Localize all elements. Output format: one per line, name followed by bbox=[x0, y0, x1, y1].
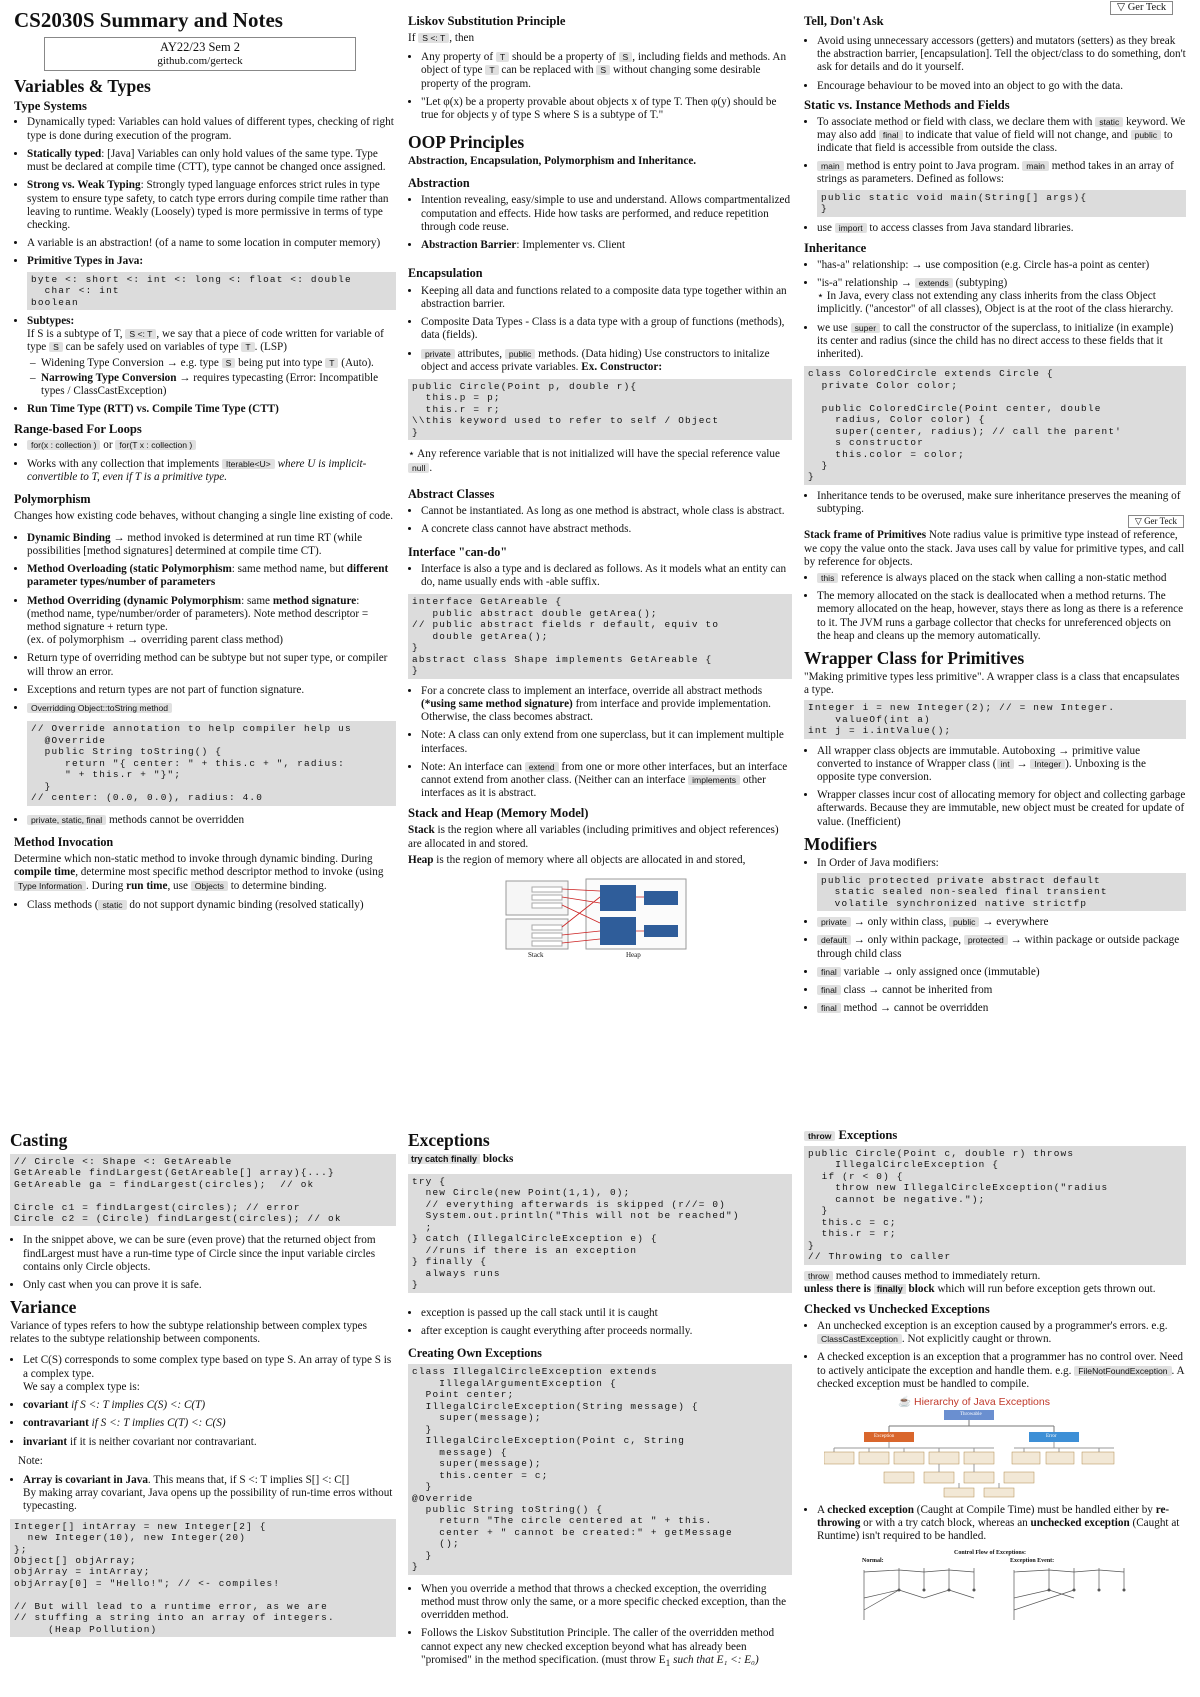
list-item: • Strong vs. Weak Typing: Strongly typed language enforces strict rules in type system to ensure type safety, to catch type errors during compile time rather than leaving to runtime. Weakly (Loosely) typed is more permissive in terms of type checking. bbox=[27, 179, 396, 232]
list-item: • Dynamic Binding → method invoked is determined at run time RT (while possibilities [method signatures] determined at compile time CT). bbox=[27, 532, 396, 558]
polymorphism-list bbox=[14, 532, 396, 827]
list-item: • Overridding Object::toString method // Override annotation to help compiler help us @Override public String toString() { return "{ center: " + this.c + ", radius: " + this.r + "}"; } // center: (0.0, 0.0), radius: 4.0 bbox=[27, 702, 396, 806]
list-item: • after exception is caught everything after proceeds normally. bbox=[421, 1325, 792, 1338]
throw-text: throw method causes method to immediately return. unless there is finally block which will run before exception gets thrown out. bbox=[804, 1269, 1156, 1295]
code-block: class ColoredCircle extends Circle { private Color color; public ColoredCircle(Point center, double radius, Color color) { super(center, radius); // call the parent' s constructor this.color = color; } } bbox=[804, 366, 1186, 485]
oop-subtitle: Abstraction, Encapsulation, Polymorphism and Inheritance. bbox=[408, 154, 697, 167]
heading-wrapper: Wrapper Class for Primitives bbox=[804, 648, 1025, 669]
column-6 bbox=[804, 1108, 1186, 1630]
tda-list bbox=[804, 35, 1186, 93]
wrapper-list bbox=[804, 745, 1186, 829]
encapsulation-list bbox=[408, 285, 792, 374]
lsp-list bbox=[408, 51, 792, 122]
hierarchy-root: Throwable bbox=[960, 1411, 982, 1417]
list-item: • this reference is always placed on the stack when calling a non-static method bbox=[817, 572, 1186, 585]
list-item: • Primitive Types in Java: byte <: short <: int <: long <: float <: double char <: int boolean bbox=[27, 255, 396, 310]
tcf-line: try catch finally blocks bbox=[408, 1153, 792, 1166]
list-item: • A variable is an abstraction! (of a name to some location in computer memory) bbox=[27, 237, 396, 250]
list-item: • All wrapper class objects are immutable. Autoboxing → primitive value converted to instance of Wrapper class ( int → Integer ). Unboxing is the opposite type conversion. bbox=[817, 745, 1186, 785]
subtitle-box bbox=[44, 37, 356, 71]
list-item: • Array is covariant in Java. This means that, if S <: T implies S[] <: C[] By making array covariant, Java opens up the possibility of run-time erros without typecasting. bbox=[23, 1474, 396, 1514]
list-item: • "is-a" relationship → extends (subtyping) ⋆ In Java, every class not extending any class inherits from the class Object implicitly. ("ancestor" of all classes), Object is at the root of the class hierarchy. bbox=[817, 277, 1186, 317]
list-item: • Dynamically typed: Variables can hold values of different types, checking of right type is done during execution of the program. bbox=[27, 116, 396, 142]
column-5 bbox=[408, 1108, 792, 1675]
heading-encapsulation: Encapsulation bbox=[408, 266, 483, 281]
github-link[interactable]: github.com/gerteck bbox=[157, 54, 243, 67]
code-block: byte <: short <: int <: long <: float <: double char <: int boolean bbox=[27, 272, 396, 310]
code-block: public static void main(String[] args){ } bbox=[817, 190, 1186, 217]
list-item: • Only cast when you can prove it is safe. bbox=[23, 1279, 396, 1292]
control-flow-figure bbox=[844, 1550, 1144, 1630]
heading-inheritance: Inheritance bbox=[804, 240, 867, 255]
heading-range-for: Range-based For Loops bbox=[14, 421, 142, 436]
heading-abstraction: Abstraction bbox=[408, 176, 470, 191]
list-item: • An unchecked exception is an exception caused by a programmer's errors. e.g. ClassCastException . Not explicitly caught or thrown. bbox=[817, 1320, 1186, 1346]
list-item: • invariant if it is neither covariant nor contravariant. bbox=[23, 1436, 396, 1449]
list-item: • private, static, final methods cannot be overridden bbox=[27, 814, 396, 827]
hierarchy-error: Error bbox=[1046, 1433, 1057, 1439]
list-item: • for(x : collection ) or for(T x : collection ) bbox=[27, 439, 396, 452]
stack-text: Stack is the region where all variables (including primitives and object references) are allocated in and stored. bbox=[408, 824, 779, 850]
list-item: • Exceptions and return types are not part of function signature. bbox=[27, 684, 396, 697]
polymorphism-intro: Changes how existing code behaves, without changing a single line existing of code. bbox=[14, 510, 394, 523]
tag-icon: ▽ bbox=[1117, 2, 1128, 13]
column-4 bbox=[10, 1108, 396, 1642]
inheritance-note bbox=[804, 490, 1186, 516]
code-block: Integer[] intArray = new Integer[2] { new Integer(10), new Integer(20) }; Object[] objArray; objArray = intArray; objArray[0] = "Hello!"; // <- compiles! // But will lead to a runtime error, as we are // stuffing a string into an array of integers. (Heap Pollution) bbox=[10, 1519, 396, 1638]
list-item: • covariant if S <: T implies C(S) <: C(T) bbox=[23, 1399, 396, 1412]
list-item: • In Order of Java modifiers: public protected private abstract default static sealed non-sealed final transient volatile synchronized native strictfp bbox=[817, 857, 1186, 912]
list-item: – Narrowing Type Conversion → requires typecasting (Error: Incompatible types / ClassCastException) bbox=[41, 372, 396, 398]
list-item: • Follows the Liskov Substitution Principle. The caller of the overridden method cannot expect any new checked exception beyond what has already been "promised" in the method specification. (must throw $E_1$ such that E₁ <: E₀) bbox=[421, 1627, 792, 1670]
interface-notes-list bbox=[408, 685, 792, 801]
list-item: • Inheritance tends to be overused, make sure inheritance preserves the meaning of subtyping. bbox=[817, 490, 1186, 516]
heading-modifiers: Modifiers bbox=[804, 833, 877, 854]
list-item: • A checked exception is an exception that a programmer has no control over. Need to actively anticipate the exception and handle them. e.g. FileNotFoundException . A checked exception must be handled to compile. bbox=[817, 1351, 1186, 1391]
list-item: • The memory allocated on the stack is deallocated when a method returns. The memory allocated on the heap, however, stays there as long as there is a reference to it. The JVM runs a garbage collector that checks for unreferenced objects on the heap and cleans up the memory automatically. bbox=[817, 590, 1186, 643]
list-item: • Any property of T should be a property of S , including fields and methods. An object of type T can be replaced with S without changing some desirable property of the program. bbox=[421, 51, 792, 91]
semester: AY22/23 Sem 2 bbox=[159, 39, 241, 54]
list-item: • final class → cannot be inherited from bbox=[817, 984, 1186, 997]
heading-throw-exceptions: throw Exceptions bbox=[804, 1128, 1186, 1143]
stack-heap-diagram bbox=[504, 877, 694, 951]
list-item: • contravariant if S <: T implies C(T) <: C(S) bbox=[23, 1417, 396, 1430]
inheritance-list bbox=[804, 259, 1186, 362]
list-item: • For a concrete class to implement an interface, override all abstract methods (*using same method signature) from interface and provide implementation. Otherwise, the class becomes abstract. bbox=[421, 685, 792, 725]
heading-interface: Interface "can-do" bbox=[408, 544, 508, 559]
java-icon: ☕ bbox=[898, 1395, 912, 1408]
list-item: • Encourage behaviour to be moved into an object to go with the data. bbox=[817, 80, 1186, 93]
range-for-list bbox=[14, 439, 396, 484]
flow-title: Control Flow of Exceptions: bbox=[954, 1549, 1027, 1556]
list-item: • Avoid using unnecessary accessors (getters) and mutators (setters) as they break the abstraction barrier, [encapsulation]. Tell the object/class to do something, don't ask for details and do it yourself. bbox=[817, 35, 1186, 75]
override-list bbox=[408, 1583, 792, 1670]
list-item: • we use super to call the constructor of the superclass, to initialize (in example) its center and radius (since the child has no direct access to these fields that it inherited). bbox=[817, 322, 1186, 362]
list-item: • final variable → only assigned once (immutable) bbox=[817, 966, 1186, 979]
heading-abstract-classes: Abstract Classes bbox=[408, 486, 495, 501]
code-block: try { new Circle(new Point(1,1), 0); // everything afterwards is skipped (r//= 0) System.out.println("This will not be reached") ; } catch (IllegalCircleException e) { //runs if there is an exception } finally { always runs } bbox=[408, 1174, 792, 1293]
list-item: – Widening Type Conversion → e.g. type S being put into type T (Auto). bbox=[41, 357, 396, 370]
list-item: • Method Overloading (static Polymorphism: same method name, but different parameter types/number of parameters bbox=[27, 563, 396, 589]
author-tag: ▽ Ger Teck bbox=[1110, 1, 1173, 15]
heading-stack-heap: Stack and Heap (Memory Model) bbox=[408, 806, 589, 821]
list-item: • final method → cannot be overridden bbox=[817, 1002, 1186, 1015]
list-item: • default → only within package, protected → within package or outside package through child class bbox=[817, 934, 1186, 960]
flow-exception-label: Exception Event: bbox=[1010, 1557, 1055, 1564]
heading-static-instance: Static vs. Instance Methods and Fields bbox=[804, 97, 1010, 112]
list-item: • main method is entry point to Java program. main method takes in an array of strings as parameters. Defined as follows: public static void main(String[] args){ } bbox=[817, 160, 1186, 216]
list-item: • Return type of overriding method can be subtype but not super type, or compiler will throw an error. bbox=[27, 652, 396, 678]
stack-frame-text: Stack frame of Primitives Note radius value is primitive type instead of reference, we copy the value onto the stack. Java uses call by value for primitive types, and call by reference for objects. bbox=[804, 529, 1185, 568]
casting-list bbox=[10, 1234, 396, 1292]
flow-normal-label: Normal: bbox=[862, 1557, 884, 1564]
interface-list bbox=[408, 563, 792, 589]
list-item: • exception is passed up the call stack until it is caught bbox=[421, 1307, 792, 1320]
heading-tell-dont-ask: Tell, Don't Ask bbox=[804, 14, 884, 28]
heading-type-systems: Type Systems bbox=[14, 98, 87, 113]
heading-polymorphism: Polymorphism bbox=[14, 492, 91, 507]
heading-exceptions: Exceptions bbox=[408, 1130, 490, 1150]
list-item: • Let C(S) corresponds to some complex type based on type S. An array of type S is a complex type. We say a complex type is: bbox=[23, 1354, 396, 1394]
list-item: • Composite Data Types - Class is a data type with a group of functions (methods), data (fields). bbox=[421, 316, 792, 342]
heading-lsp: Liskov Substitution Principle bbox=[408, 14, 566, 28]
list-item: • To associate method or field with class, we declare them with static keyword. We may also add final to indicate that value of field will not change, and public to indicate that field is accessible from outside the class. bbox=[817, 116, 1186, 156]
hierarchy-diagram bbox=[824, 1408, 1124, 1498]
list-item: • "Let φ(x) be a property provable about objects x of type T. Then φ(y) should be true for objects y of type S where S is a subtype of T." bbox=[421, 96, 792, 122]
hierarchy-title: ☕ Hierarchy of Java Exceptions bbox=[898, 1395, 1050, 1408]
type-systems-list bbox=[14, 116, 396, 416]
class-methods-list bbox=[14, 899, 396, 912]
code-block: public Circle(Point c, double r) throws IllegalCircleException { if (r < 0) { throw new IllegalCircleException("radius cannot be negative."); } this.c = c; this.r = r; } // Throwing to caller bbox=[804, 1146, 1186, 1265]
list-item: • Run Time Type (RTT) vs. Compile Time Type (CTT) bbox=[27, 403, 396, 416]
code-block: Integer i = new Integer(2); // = new Integer. valueOf(int a) int j = i.intValue(); bbox=[804, 700, 1186, 738]
control-flow-diagram bbox=[844, 1550, 1144, 1630]
exception-hierarchy-figure bbox=[824, 1396, 1124, 1500]
list-item: • private attributes, public methods. (Data hiding) Use constructors to initalize object and access private variables. Ex. Constructor: bbox=[421, 348, 792, 374]
list-item: • In the snippet above, we can be sure (even prove) that the returned object from findLargest must have a run-time type of Circle since the input variable circles contains only Circle objects. bbox=[23, 1234, 396, 1274]
checked-note-list bbox=[804, 1504, 1186, 1544]
list-item: • "has-a" relationship: → use composition (e.g. Circle has-a point as center) bbox=[817, 259, 1186, 272]
code-block: // Override annotation to help compiler help us @Override public String toString() { return "{ center: " + this.c + ", radius: " + this.r + "}"; } // center: (0.0, 0.0), radius: 4.0 bbox=[27, 721, 396, 805]
list-item: • Note: An interface can extend from one or more other interfaces, but an interface cannot extend from another class. (Neither can an interface implements other interfaces as it is abstract. bbox=[421, 761, 792, 801]
modifiers-list bbox=[804, 857, 1186, 1016]
heading-variance: Variance bbox=[10, 1297, 77, 1318]
list-item: • A checked exception (Caught at Compile Time) must be handled either by re-throwing or with a try catch block, whereas an unchecked exception (Caught at Runtime) isn't required to be handled. bbox=[817, 1504, 1186, 1544]
heap-label: Heap bbox=[626, 950, 641, 959]
list-item: • Interface is also a type and is declared as follows. As it models what an entity can do, name usually ends with -able suffix. bbox=[421, 563, 792, 589]
list-item: • Wrapper classes incur cost of allocating memory for object and collecting garbage afterwards. Because they are immutable, new object must be created for update of value. (Inefficient) bbox=[817, 789, 1186, 829]
code-block: interface GetAreable { public abstract double getArea(); // public abstract fields r default, equiv to double getArea(); } abstract class Shape implements GetAreable { } bbox=[408, 594, 792, 678]
heading-checked-unchecked: Checked vs Unchecked Exceptions bbox=[804, 1301, 990, 1316]
list-item: • A concrete class cannot have abstract methods. bbox=[421, 523, 792, 536]
list-item: • Cannot be instantiated. As long as one method is abstract, whole class is abstract. bbox=[421, 505, 792, 518]
column-1 bbox=[14, 8, 396, 917]
list-item: • Works with any collection that implements Iterable<U> where U is implicit-convertible to T, even if T is a primitive type. bbox=[27, 458, 396, 484]
abstraction-list bbox=[408, 194, 792, 252]
column-2 bbox=[408, 8, 792, 961]
hierarchy-exception: Exception bbox=[874, 1433, 895, 1439]
variance-intro: Variance of types refers to how the subtype relationship between complex types relates to the subtype relationship between components. bbox=[10, 1319, 367, 1346]
list-item: • Keeping all data and functions related to a composite data type together within an abstraction barrier. bbox=[421, 285, 792, 311]
author-tag-2: ▽ Ger Teck bbox=[1128, 515, 1184, 528]
heading-method-invocation: Method Invocation bbox=[14, 834, 114, 849]
heading-variables-types: Variables & Types bbox=[14, 75, 151, 96]
heading-oop: OOP Principles bbox=[408, 132, 525, 153]
code-block: public Circle(Point p, double r){ this.p = p; this.r = r; \\this keyword used to refer to self / Object } bbox=[408, 379, 792, 440]
stack-label: Stack bbox=[528, 950, 544, 959]
stack-heap-figure bbox=[504, 877, 694, 961]
heading-own-exceptions: Creating Own Exceptions bbox=[408, 1345, 542, 1360]
static-list bbox=[804, 116, 1186, 235]
list-item: • Note: A class can only extend from one superclass, but it can implement multiple interfaces. bbox=[421, 729, 792, 755]
wrapper-intro: "Making primitive types less primitive". A wrapper class is a class that encapsulates a type. bbox=[804, 670, 1180, 696]
lsp-if: If S <: T , then bbox=[408, 31, 475, 44]
column-3 bbox=[804, 8, 1186, 1020]
array-list bbox=[10, 1474, 396, 1514]
code-block: // Circle <: Shape <: GetAreable GetAreable findLargest(GetAreable[] array){...} GetAreable ga = findLargest(circles); // ok Circle c1 = findLargest(circles); // error Circle c2 = (Circle) findLargest(circles); // ok bbox=[10, 1154, 396, 1227]
checked-list bbox=[804, 1320, 1186, 1391]
list-item: • use import to access classes from Java standard libraries. bbox=[817, 222, 1186, 235]
code-block: class IllegalCircleException extends IllegalArgumentException { Point center; IllegalCircleException(String message) { super(message); } IllegalCircleException(Point c, String message) { super(message); this.center = c; } @Override public String toString() { return "The circle centered at " + this. center + " cannot be created:" + getMessage (); } } bbox=[408, 1364, 792, 1574]
variance-list bbox=[10, 1354, 396, 1448]
list-item: • Statically typed: [Java] Variables can only hold values of the same type. Type must be declared at compile time (CTT), type cannot be changed once assigned. bbox=[27, 148, 396, 174]
list-item: • Class methods ( static do not support dynamic binding (resolved statically) bbox=[27, 899, 396, 912]
code-block: public protected private abstract default static sealed non-sealed final transient volatile synchronized native strictfp bbox=[817, 873, 1186, 911]
heading-casting: Casting bbox=[10, 1130, 68, 1150]
abstract-classes-list bbox=[408, 505, 792, 536]
exception-list bbox=[408, 1307, 792, 1338]
list-item: • Subtypes: If S is a subtype of T, S <: T , we say that a piece of code written for variable of type S can be safely used on variables of type T . (LSP) – Widening Type Conversion → e.g. type S being put into type T (Auto). – Narrowing Type Conversion → requires typecasting (Error: Incompatible types / ClassCastException) bbox=[27, 315, 396, 398]
list-item: • Abstraction Barrier: Implementer vs. Client bbox=[421, 239, 792, 252]
list-item: • Method Overriding (dynamic Polymorphism: same method signature: (method name, type/number/order of parameters). Note method descriptor = method signature + return type. (ex. of polymorphism → overriding parent class method) bbox=[27, 595, 396, 648]
memory-list bbox=[804, 572, 1186, 643]
list-item: • private → only within class, public → everywhere bbox=[817, 916, 1186, 929]
method-invocation-text: Determine which non-static method to invoke through dynamic binding. During compile time, determine most specific method descriptor method to invoke (using Type Information . During run time, use Objects to determine binding. bbox=[14, 853, 384, 892]
null-note: ⋆ Any reference variable that is not initialized will have the special reference value null . bbox=[408, 448, 780, 474]
note-label: Note: bbox=[18, 1454, 43, 1467]
heap-text: Heap is the region of memory where all objects are allocated in and stored, bbox=[408, 853, 746, 866]
list-item: • When you override a method that throws a checked exception, the overriding method must throw only the same, or a more specific checked exception, than the overridden method. bbox=[421, 1583, 792, 1623]
page-title: CS2030S Summary and Notes bbox=[14, 8, 283, 32]
list-item: • Intention revealing, easy/simple to use and understand. Allows compartmentalized computation and effects. Hide how tasks are performed, and reduce repetition through code reuse. bbox=[421, 194, 792, 234]
